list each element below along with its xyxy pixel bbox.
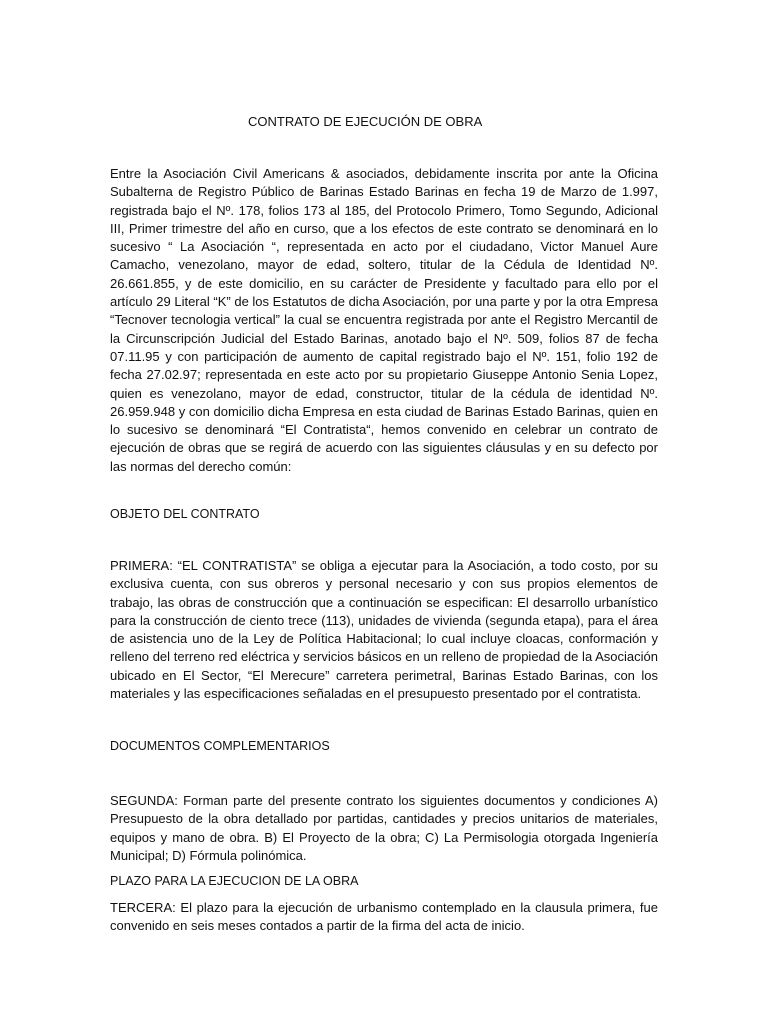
clause-primera: PRIMERA: “EL CONTRATISTA” se obliga a ejecutar para la Asociación, a todo costo, por su exclusiva cuenta, con sus obreros y personal necesario y con sus propios elementos de trabajo, las obras de construcción que a continuación se especifican: El desarrollo urbanístico para la construcción de ciento trece (113), unidades de vivienda (segunda etapa), para el área de asistencia uno de la Ley de Política Habitacional; lo cual incluye cloacas, conformación y relleno del terreno red eléctrica y servicios básicos en un relleno de propiedad de la Asociación ubicado en El Sector, “El Merecure” carretera perimetral, Barinas Estado Barinas, con los materiales y las especificaciones señaladas en el presupuesto presentado por el contratista. — [110, 558, 658, 702]
section-heading-plazo: PLAZO PARA LA EJECUCION DE LA OBRA — [110, 874, 359, 888]
document-title: CONTRATO DE EJECUCIÓN DE OBRA — [248, 114, 483, 129]
section-heading-documentos: DOCUMENTOS COMPLEMENTARIOS — [110, 739, 330, 753]
section-heading-objeto: OBJETO DEL CONTRATO — [110, 507, 260, 521]
intro-paragraph: Entre la Asociación Civil Americans & asociados, debidamente inscrita por ante la Oficina Subalterna de Registro Público de Barinas Estado Barinas en fecha 19 de Marzo de 1.997, registrada bajo el Nº. 178, folios 173 al 185, del Protocolo Primero, Tomo Segundo, Adicional III, Primer trimestre del año en curso, que a los efectos de este contrato se denominará en lo sucesivo “ La Asociación “, representada en acto por el ciudadano, Victor Manuel Aure Camacho, venezolano, mayor de edad, soltero, titular de la Cédula de Identidad Nº. 26.661.855, y de este domicilio, en su carácter de Presidente y facultado para ello por el artículo 29 Literal “K” de los Estatutos de dicha Asociación, por una parte y por la otra Empresa “Tecnover tecnologia vertical” la cual se encuentra registrada por ante el Registro Mercantil de la Circunscripción Judicial del Estado Barinas, anotado bajo el Nº. 509, folios 87 de fecha 07.11.95 y con participación de aumento de capital registrado bajo el Nº. 151, folio 192 de fecha 27.02.97; representada en este acto por su propietario Giuseppe Antonio Senia Lopez, quien es venezolano, mayor de edad, constructor, titular de la cédula de identidad Nº. 26.959.948 y con domicilio dicha Empresa en esta ciudad de Barinas Estado Barinas, quien en lo sucesivo se denominará “El Contratista“, hemos convenido en celebrar un contrato de ejecución de obras que se regirá de acuerdo con las siguientes cláusulas y en su defecto por las normas del derecho común: — [110, 166, 658, 474]
clause-tercera: TERCERA: El plazo para la ejecución de urbanismo contemplado en la clausula primera, fue convenido en seis meses contados a partir de la firma del acta de inicio. — [110, 900, 658, 934]
document-page — [110, 0, 658, 1024]
clause-segunda: SEGUNDA: Forman parte del presente contrato los siguientes documentos y condiciones A) Presupuesto de la obra detallado por partidas, cantidades y precios unitarios de materiales, equipos y mano de obra. B) El Proyecto de la obra; C) La Permisologia otorgada Ingeniería Municipal; D) Fórmula polinómica. — [110, 793, 658, 863]
